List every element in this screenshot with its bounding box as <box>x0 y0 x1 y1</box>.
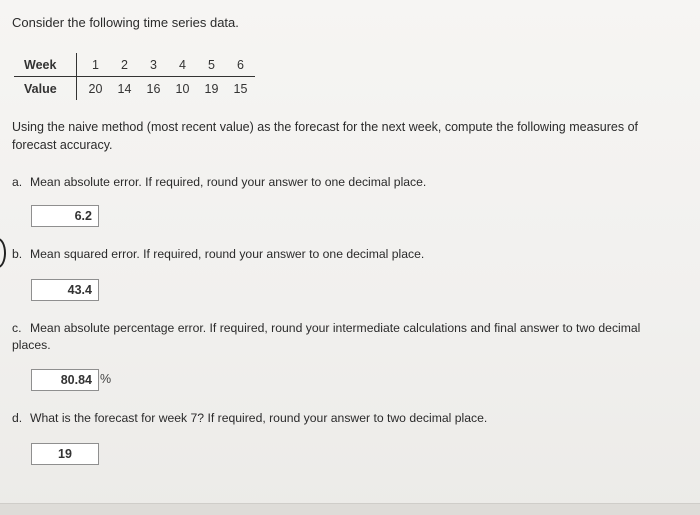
answer-d-input[interactable]: 19 <box>31 443 99 465</box>
value-cell: 19 <box>204 81 219 96</box>
week-row <box>14 53 255 77</box>
percent-unit: % <box>100 372 112 386</box>
question-b-label: b. <box>12 247 23 261</box>
question-d-label: d. <box>12 411 23 425</box>
value-cell: 10 <box>175 81 190 96</box>
question-d <box>12 410 487 427</box>
value-cell: 20 <box>88 81 103 96</box>
week-cell: 3 <box>139 53 168 77</box>
bottom-edge <box>0 503 700 515</box>
question-c-label: c. <box>12 321 22 335</box>
value-cell: 14 <box>117 81 132 96</box>
question-c <box>12 320 652 354</box>
week-cell: 2 <box>110 53 139 77</box>
value-row <box>14 77 255 101</box>
value-header: Value <box>14 77 77 101</box>
week-cell: 1 <box>77 53 111 77</box>
answer-b-input[interactable]: 43.4 <box>31 279 99 301</box>
question-b-text: Mean squared error. If required, round your answer to one decimal place. <box>30 247 425 261</box>
answer-a-input[interactable]: 6.2 <box>31 205 99 227</box>
question-c-text: Mean absolute percentage error. If required, round your intermediate calculations and final answer to two decimal places. <box>12 321 641 352</box>
answer-c-input[interactable]: 80.84 <box>31 369 99 391</box>
question-d-text: What is the forecast for week 7? If required, round your answer to two decimal place. <box>30 411 488 425</box>
value-cell: 16 <box>146 81 161 96</box>
question-b <box>12 246 424 263</box>
value-cell: 15 <box>233 81 248 96</box>
current-question-marker <box>0 238 6 268</box>
week-cell: 5 <box>197 53 226 77</box>
question-a <box>12 174 426 191</box>
instructions-text: Using the naive method (most recent value) as the forecast for the next week, compute the following measures of forecast accuracy. <box>12 120 639 152</box>
week-cell: 4 <box>168 53 197 77</box>
week-header: Week <box>14 53 77 77</box>
week-cell: 6 <box>226 53 255 77</box>
intro-text: Consider the following time series data. <box>12 15 239 30</box>
question-a-label: a. <box>12 175 23 189</box>
time-series-table <box>14 53 255 100</box>
question-a-text: Mean absolute error. If required, round your answer to one decimal place. <box>30 175 427 189</box>
